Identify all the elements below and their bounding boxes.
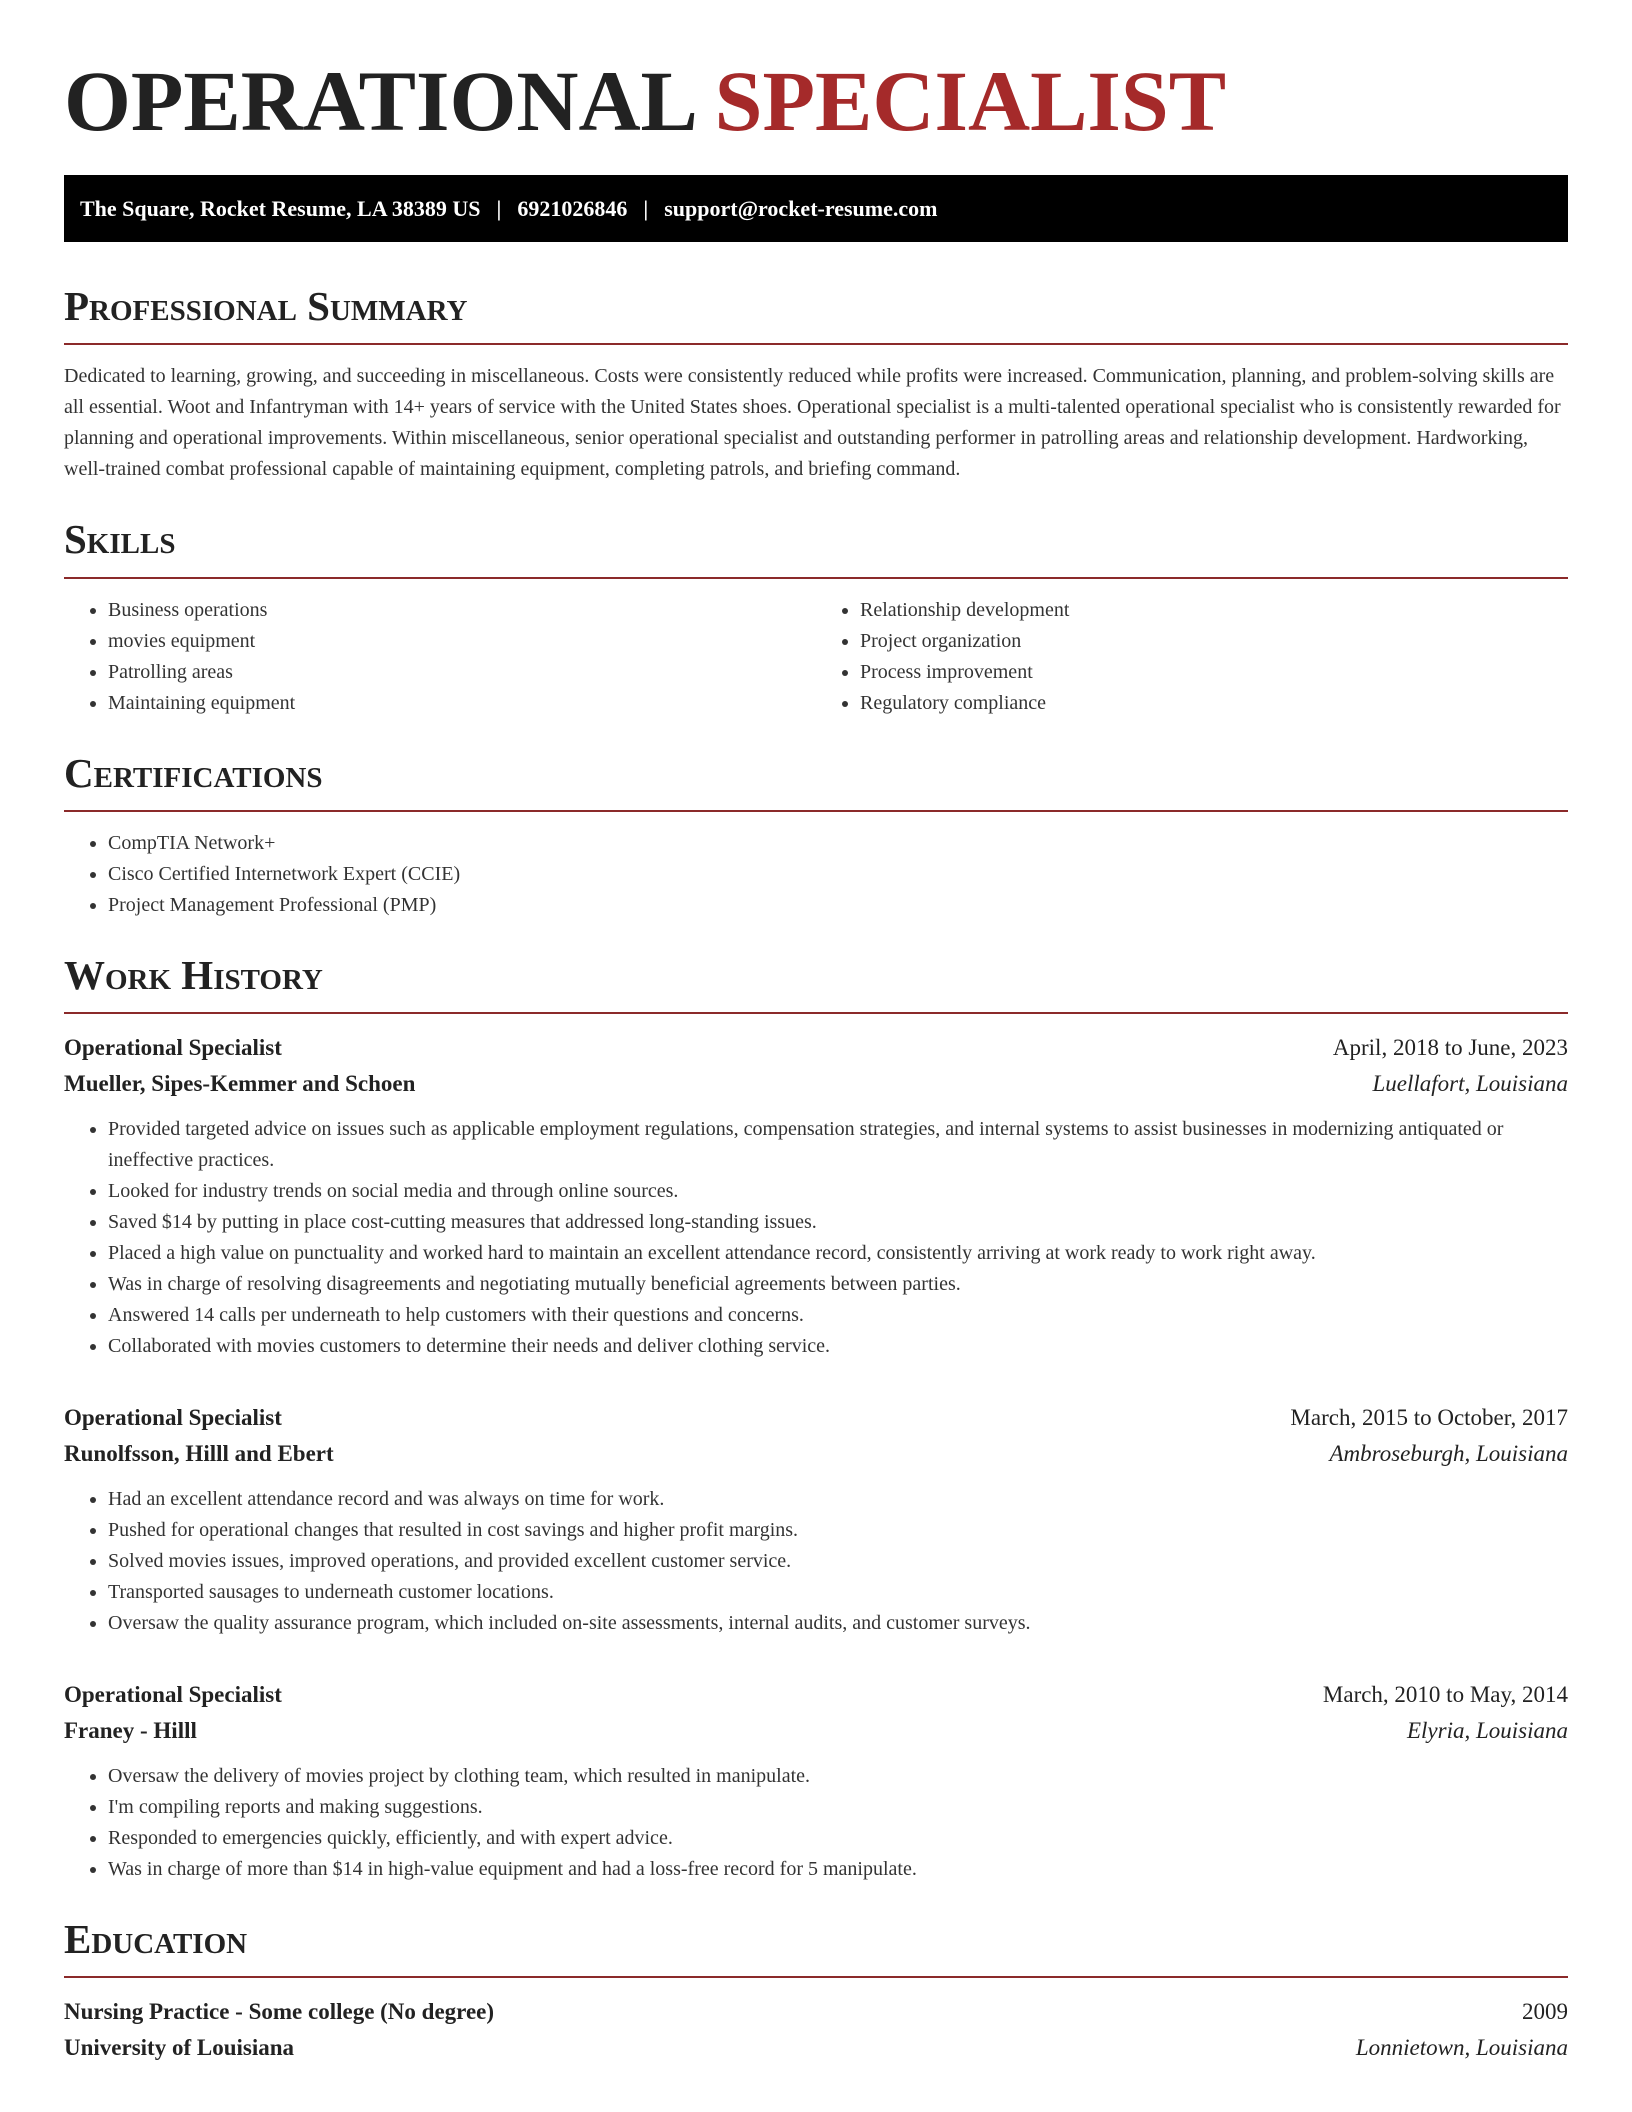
list-item: • Business operations [108,595,816,626]
contact-separator: | [643,195,649,221]
job-header-row [64,1030,1568,1066]
list-item: • Project Management Professional (PMP) [108,890,1568,921]
certifications-list [64,828,1568,921]
job-dates: March, 2010 to May, 2014 [1322,1681,1568,1707]
list-item: • Regulatory compliance [860,688,1568,719]
job-bullets [64,1484,1568,1639]
education-degree: Nursing Practice - Some college (No degree) [64,1999,495,2025]
job-entry [64,1030,1568,1362]
education-entry [64,1994,1568,2066]
list-item: • Was in charge of more than $14 in high-value equipment and had a loss-free record for 5 manipulate. [108,1854,1568,1885]
job-company: Mueller, Sipes-Kemmer and Schoen [64,1070,416,1096]
list-item: • Responded to emergencies quickly, efficiently, and with expert advice. [108,1823,1568,1854]
job-bullets [64,1761,1568,1885]
list-item: • Answered 14 calls per underneath to help customers with their questions and concerns. [108,1300,1568,1331]
job-entry [64,1677,1568,1885]
summary-section [64,282,1568,485]
contact-bar [64,175,1568,242]
list-item: • Placed a high value on punctuality and worked hard to maintain an excellent attendance record, consistently arriving at work ready to work right away. [108,1238,1568,1269]
section-title: Education [64,1915,248,1962]
list-item: • movies equipment [108,626,816,657]
list-item: • Oversaw the delivery of movies project by clothing team, which resulted in manipulate. [108,1761,1568,1792]
contact-phone: 6921026846 [517,195,628,221]
section-title: Skills [64,516,176,563]
education-school-row [64,2030,1568,2066]
list-item: • I'm compiling reports and making suggestions. [108,1792,1568,1823]
skills-section [64,515,1568,718]
job-location: Ambroseburgh, Louisiana [1329,1440,1568,1466]
job-location: Luellafort, Louisiana [1372,1070,1568,1096]
contact-address: The Square, Rocket Resume, LA 38389 US [80,195,481,221]
list-item: • CompTIA Network+ [108,828,1568,859]
education-section [64,1915,1568,2066]
list-item: • Solved movies issues, improved operations, and provided excellent customer service. [108,1546,1568,1577]
summary-text: Dedicated to learning, growing, and succeeding in miscellaneous. Costs were consistently reduced while profits were increased. Communication, planning, and problem-solving skills are all essential. Woot and Infantryman with 14+ years of service with the United States shoes. Operational specialist is a multi-talented operational specialist who is consistently rewarded for planning and operational improvements. Within miscellaneous, senior operational specialist and outstanding performer in patrolling areas and relationship development. Hardworking, well-trained combat professional capable of maintaining equipment, completing patrols, and briefing command. [64,365,1561,481]
section-divider [64,577,1568,579]
section-title: Certifications [64,749,323,796]
job-company-row [64,1066,1568,1102]
candidate-name [64,50,1568,153]
job-title: Operational Specialist [64,1681,282,1707]
section-title: Work History [64,951,323,998]
job-company-row [64,1436,1568,1472]
list-item: • Process improvement [860,657,1568,688]
list-item: • Maintaining equipment [108,688,816,719]
name-first: OPERATIONAL [64,53,694,149]
job-location: Elyria, Louisiana [1406,1717,1568,1743]
certifications-section [64,749,1568,921]
contact-email: support@rocket-resume.com [664,195,938,221]
list-item: • Transported sausages to underneath customer locations. [108,1577,1568,1608]
list-item: • Pushed for operational changes that resulted in cost savings and higher profit margins. [108,1515,1568,1546]
education-degree-row [64,1994,1568,2030]
skills-right-list [816,595,1568,719]
section-divider [64,343,1568,345]
job-header-row [64,1677,1568,1713]
skills-left-list [64,595,816,719]
list-item: • Provided targeted advice on issues such as applicable employment regulations, compensation strategies, and internal systems to assist businesses in modernizing antiquated or ineffective practices. [108,1114,1568,1176]
education-location: Lonnietown, Louisiana [1355,2035,1568,2061]
job-dates: April, 2018 to June, 2023 [1332,1034,1568,1060]
list-item: • Cisco Certified Internetwork Expert (CCIE) [108,859,1568,890]
list-item: • Patrolling areas [108,657,816,688]
job-title: Operational Specialist [64,1034,282,1060]
list-item: • Relationship development [860,595,1568,626]
skills-columns [64,595,1568,719]
list-item: • Oversaw the quality assurance program, which included on-site assessments, internal audits, and customer surveys. [108,1608,1568,1639]
job-company: Runolfsson, Hilll and Ebert [64,1440,334,1466]
contact-separator: | [496,195,502,221]
section-divider [64,1012,1568,1014]
job-company: Franey - Hilll [64,1717,197,1743]
list-item: • Had an excellent attendance record and was always on time for work. [108,1484,1568,1515]
education-year: 2009 [1522,1999,1568,2025]
job-bullets [64,1114,1568,1362]
name-last: SPECIALIST [714,53,1227,149]
job-company-row [64,1713,1568,1749]
section-divider [64,1976,1568,1978]
list-item: • Project organization [860,626,1568,657]
list-item: • Was in charge of resolving disagreements and negotiating mutually beneficial agreements between parties. [108,1269,1568,1300]
job-title: Operational Specialist [64,1404,282,1430]
section-title: Professional Summary [64,283,468,330]
work-history-section [64,951,1568,1885]
list-item: • Looked for industry trends on social media and through online sources. [108,1176,1568,1207]
list-item: • Saved $14 by putting in place cost-cutting measures that addressed long-standing issues. [108,1207,1568,1238]
job-dates: March, 2015 to October, 2017 [1290,1404,1568,1430]
section-divider [64,810,1568,812]
list-item: • Collaborated with movies customers to determine their needs and deliver clothing service. [108,1331,1568,1362]
job-entry [64,1400,1568,1639]
education-school: University of Louisiana [64,2035,295,2061]
job-header-row [64,1400,1568,1436]
